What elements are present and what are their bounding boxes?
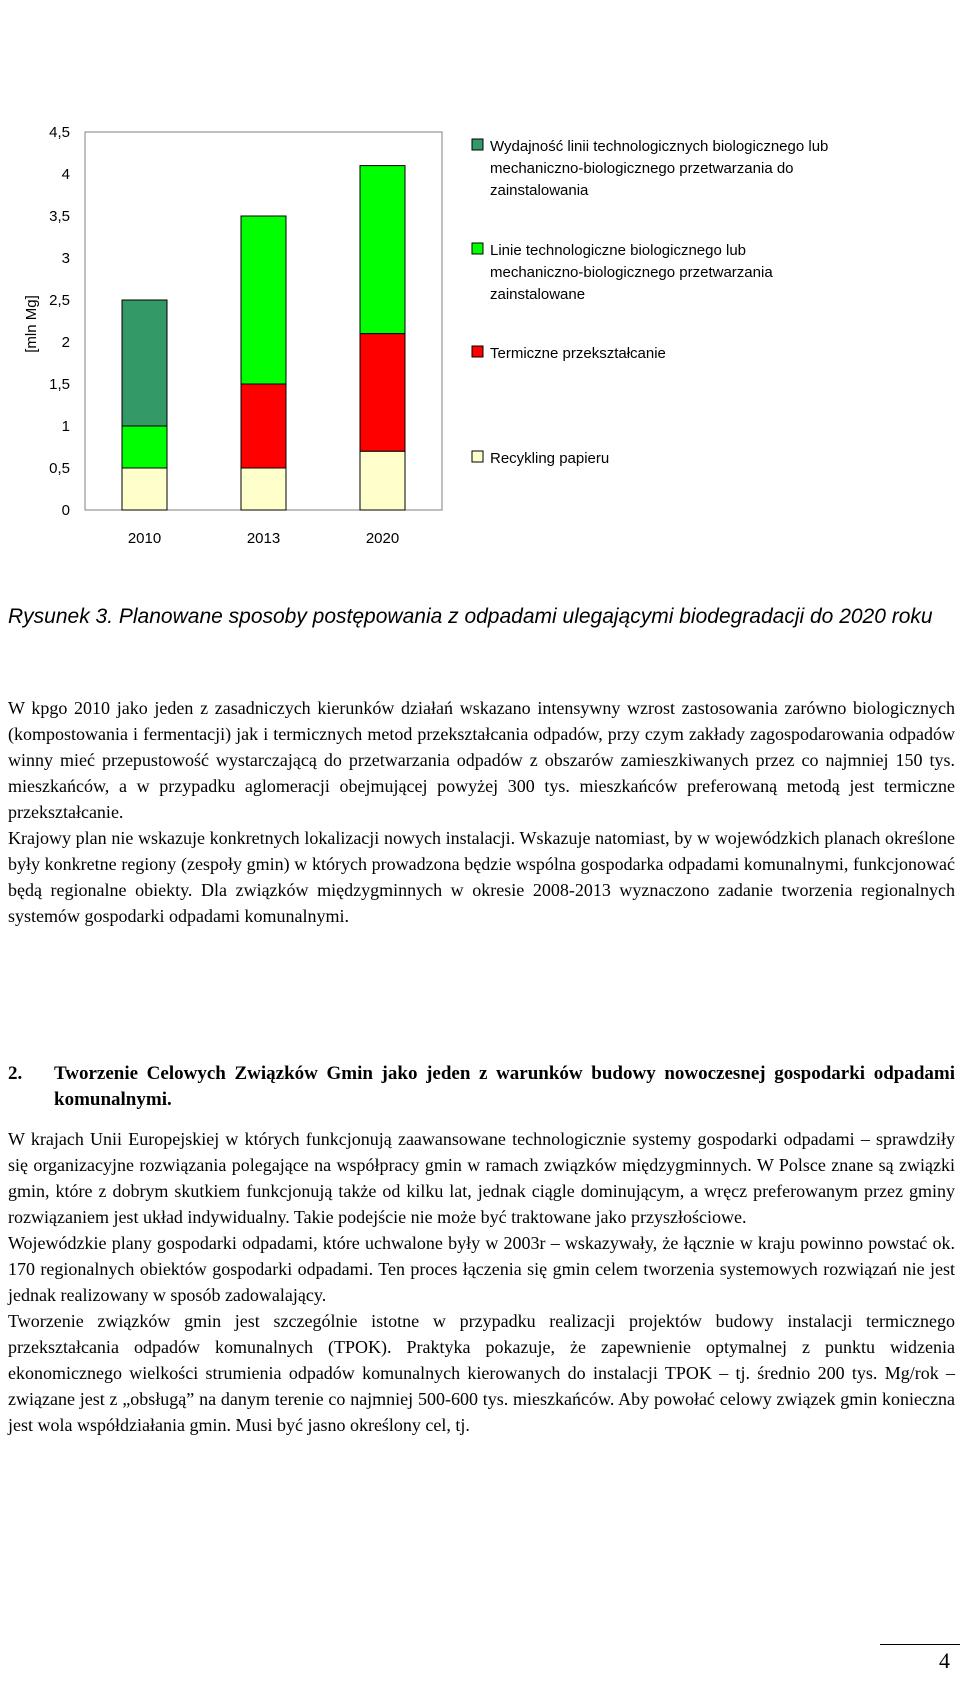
x-tick-label: 2010: [127, 530, 162, 547]
section-title: Tworzenie Celowych Związków Gmin jako jeden z warunków budowy nowoczesnej gospodarki odpadami komunalnymi.: [54, 1063, 955, 1110]
bar-segment: [122, 468, 167, 510]
bar-segment: [360, 166, 405, 334]
bar-segment: [241, 216, 286, 384]
legend-swatch: [472, 451, 483, 462]
bar-segment: [241, 468, 286, 510]
y-tick-label: 1: [61, 418, 70, 435]
bar-segment: [360, 334, 405, 452]
legend-label: Recykling papieru: [490, 450, 610, 467]
paragraph: W kpgo 2010 jako jeden z zasadniczych kierunków działań wskazano intensywny wzrost zastosowania zarówno biologicznych (kompostowania i fermentacji) jak i termicznych metod przekształcania odpadów, przy czym zakłady zagospodarowania odpadów winny mieć przepustowość wystarczającą do przetwarzania odpadów z obszarów zamieszkiwanych przez co najmniej 150 tys. mieszkańców, a w przypadku aglomeracji obejmującej powyżej 300 tys. mieszkańców preferowaną metodą jest termiczne przekształcanie.: [8, 698, 955, 822]
y-tick-label: 3,5: [49, 208, 70, 225]
figure-caption-text: Rysunek 3. Planowane sposoby postępowania z odpadami ulegającymi biodegradacji do 2020 roku: [8, 605, 933, 628]
y-tick-label: 0,5: [49, 460, 70, 477]
x-tick-label: 2020: [365, 530, 400, 547]
legend-label: zainstalowane: [490, 286, 586, 303]
footer-rule: [880, 1644, 960, 1645]
legend-label: zainstalowania: [490, 182, 589, 199]
x-axis-ticks: [128, 530, 399, 547]
paragraph: Wojewódzkie plany gospodarki odpadami, które uchwalone były w 2003r – wskazywały, że łącznie w kraju powinno powstać ok. 170 regionalnych obiektów gospodarki odpadami. Ten proces łączenia się gmin celem tworzenia systemowych rozwiązań nie jest jednak realizowany w sposób zadowalający.: [8, 1233, 955, 1305]
paragraph: Tworzenie związków gmin jest szczególnie istotne w przypadku realizacji projektów budowy instalacji termicznego przekształcania odpadów komunalnych (TPOK). Praktyka pokazuje, że zapewnienie optymalnej z punktu widzenia ekonomicznego wielkości strumienia odpadów komunalnych kierowanych do instalacji TPOK – tj. średnio 200 tys. Mg/rok – związane jest z „obsługą” na danym terenie co najmniej 500-600 tys. mieszkańców. Aby powołać celowy związek gmin konieczna jest wola współdziałania gmin. Musi być jasno określony cel, tj.: [8, 1311, 955, 1435]
legend: [472, 138, 828, 467]
legend-label: mechaniczno-biologicznego przetwarzania do: [490, 160, 794, 177]
y-axis-label-text: [mln Mg]: [23, 295, 40, 353]
legend-label: Linie technologiczne biologicznego lub: [490, 242, 747, 259]
bar-segment: [241, 384, 286, 468]
y-tick-label: 4,5: [49, 124, 70, 141]
y-tick-label: 3: [61, 250, 70, 267]
figure-caption: [8, 604, 958, 630]
y-tick-label: 4: [61, 166, 70, 183]
legend-label: Wydajność linii technologicznych biologicznego lub: [490, 138, 829, 155]
section-number: 2.: [8, 1063, 23, 1084]
bar-segment: [122, 300, 167, 426]
page-number: 4: [939, 1648, 950, 1673]
legend-label: mechaniczno-biologicznego przetwarzania: [490, 264, 773, 281]
body-text-block-1: [8, 695, 955, 929]
x-tick-label: 2013: [246, 530, 281, 547]
y-axis-label: [23, 295, 40, 353]
bar-segment: [122, 426, 167, 468]
section-heading: [8, 1061, 955, 1113]
body-text-block-2: [8, 1126, 955, 1438]
legend-swatch: [472, 243, 483, 254]
stacked-bar-chart: [0, 0, 960, 560]
paragraph: Krajowy plan nie wskazuje konkretnych lokalizacji nowych instalacji. Wskazuje natomiast, by w wojewódzkich planach określone były konkretne regiony (zespoły gmin) w których prowadzona będzie wspólna gospodarka odpadami komunalnymi, funkcjonować będą regionalne obiekty. Dla związków międzygminnych w okresie 2008-2013 wyznaczono zadanie tworzenia regionalnych systemów gospodarki odpadami komunalnymi.: [8, 828, 955, 926]
legend-label: Termiczne przekształcanie: [490, 345, 666, 362]
bar-segment: [360, 451, 405, 510]
paragraph: W krajach Unii Europejskiej w których funkcjonują zaawansowane technologicznie systemy gospodarki odpadami – sprawdziły się organizacyjne rozwiązania polegające na współpracy gmin w ramach związków międzygminnych. W Polsce znane są związki gmin, które z dobrym skutkiem funkcjonują także od kilku lat, jednak ciągle dominującym, a wręcz preferowanym przez gminy rozwiązaniem jest układ indywidualny. Takie podejście nie może być traktowane jako przyszłościowe.: [8, 1129, 955, 1227]
y-axis-ticks: [49, 124, 70, 519]
y-tick-label: 2,5: [49, 292, 70, 309]
legend-swatch: [472, 346, 483, 357]
y-tick-label: 2: [61, 334, 70, 351]
legend-swatch: [472, 139, 483, 150]
y-tick-label: 1,5: [49, 376, 70, 393]
y-tick-label: 0: [61, 502, 70, 519]
